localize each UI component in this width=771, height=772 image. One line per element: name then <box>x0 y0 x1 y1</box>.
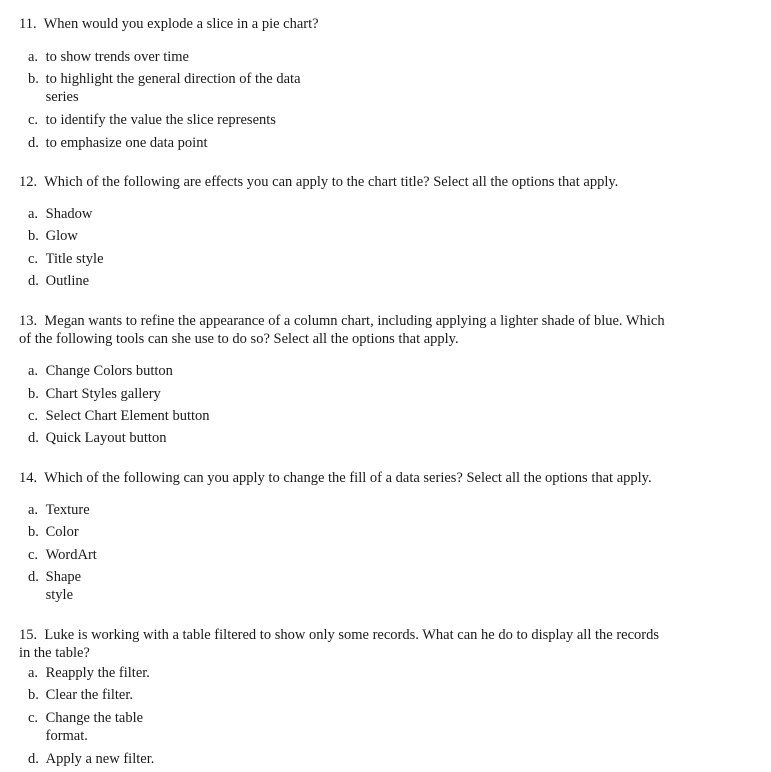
option-text <box>46 709 143 745</box>
option-text: Title style <box>45 251 104 267</box>
option-12d[interactable] <box>28 272 89 290</box>
option-letter: a. <box>28 206 39 222</box>
question-prompt: When would you explode a slice in a pie chart? <box>43 16 319 32</box>
option-11c[interactable] <box>28 111 276 129</box>
option-letter: c. <box>28 408 39 424</box>
option-14c[interactable] <box>28 546 97 564</box>
option-15b[interactable] <box>28 686 133 704</box>
option-text-line: style <box>45 587 74 603</box>
option-text: Select Chart Element button <box>45 408 210 424</box>
option-text-line: Shape <box>45 569 82 585</box>
question-14 <box>19 469 741 487</box>
question-number: 13. <box>19 313 38 329</box>
question-prompt-line: Megan wants to refine the appearance of a column chart, including applying a lighter shade of blue. Which <box>44 313 665 329</box>
option-text-line: series <box>45 89 79 105</box>
question-prompt-line: Luke is working with a table filtered to show only some records. What can he do to display all the records <box>44 627 659 643</box>
option-11b[interactable] <box>28 70 301 106</box>
option-text: Outline <box>45 273 90 289</box>
option-13b[interactable] <box>28 385 161 403</box>
option-text: Apply a new filter. <box>45 751 155 767</box>
option-text: to show trends over time <box>45 49 189 65</box>
option-13a[interactable] <box>28 362 173 380</box>
option-14b[interactable] <box>28 523 79 541</box>
option-text-line: format. <box>45 728 88 744</box>
option-text: Color <box>45 524 79 540</box>
option-text: Chart Styles gallery <box>45 386 161 402</box>
question-number: 12. <box>19 174 38 190</box>
option-14a[interactable] <box>28 501 90 519</box>
option-text: WordArt <box>45 547 97 563</box>
question-text <box>19 15 741 33</box>
option-letter: b. <box>28 687 39 703</box>
option-15a[interactable] <box>28 664 150 682</box>
option-letter: b. <box>28 386 39 402</box>
option-letter: b. <box>28 71 39 87</box>
option-letter: c. <box>28 547 39 563</box>
option-letter: a. <box>28 502 39 518</box>
option-text-line: to highlight the general direction of the data <box>45 71 301 87</box>
option-11d[interactable] <box>28 134 208 152</box>
option-13c[interactable] <box>28 407 210 425</box>
question-13 <box>19 312 741 348</box>
option-letter: d. <box>28 430 39 446</box>
option-text: Shadow <box>45 206 93 222</box>
option-letter: a. <box>28 363 39 379</box>
option-12c[interactable] <box>28 250 104 268</box>
option-text: Texture <box>45 502 90 518</box>
question-prompt: Which of the following can you apply to change the fill of a data series? Select all the options that apply. <box>44 470 652 486</box>
option-letter: d. <box>28 273 39 289</box>
option-text <box>46 70 301 106</box>
question-number: 11. <box>19 16 37 32</box>
option-15d[interactable] <box>28 750 154 768</box>
option-letter: c. <box>28 710 39 726</box>
option-text-line: Change the table <box>45 710 144 726</box>
option-letter: b. <box>28 228 39 244</box>
option-letter: a. <box>28 49 39 65</box>
question-11 <box>19 15 741 33</box>
option-text: Change Colors button <box>45 363 173 379</box>
option-text: Glow <box>45 228 78 244</box>
option-15c[interactable] <box>28 709 143 745</box>
option-11a[interactable] <box>28 48 189 66</box>
question-number: 14. <box>19 470 38 486</box>
option-letter: a. <box>28 665 39 681</box>
question-number: 15. <box>19 627 38 643</box>
question-15 <box>19 626 741 662</box>
option-12a[interactable] <box>28 205 92 223</box>
option-text: to emphasize one data point <box>45 135 208 151</box>
question-text <box>19 469 741 487</box>
option-text: Reapply the filter. <box>45 665 150 681</box>
question-prompt: Which of the following are effects you can apply to the chart title? Select all the options that apply. <box>44 174 619 190</box>
option-text: to identify the value the slice represents <box>45 112 276 128</box>
question-prompt-line: in the table? <box>19 645 90 661</box>
option-letter: d. <box>28 569 39 585</box>
option-letter: c. <box>28 251 39 267</box>
option-text: Clear the filter. <box>45 687 133 703</box>
option-13d[interactable] <box>28 429 166 447</box>
option-text <box>46 568 81 604</box>
question-text <box>19 173 741 191</box>
option-letter: d. <box>28 751 39 767</box>
option-letter: c. <box>28 112 39 128</box>
question-text <box>19 626 741 662</box>
option-letter: d. <box>28 135 39 151</box>
option-letter: b. <box>28 524 39 540</box>
question-text <box>19 312 741 348</box>
option-text: Quick Layout button <box>45 430 167 446</box>
question-prompt-line: of the following tools can she use to do so? Select all the options that apply. <box>19 331 459 347</box>
option-14d[interactable] <box>28 568 81 604</box>
question-12 <box>19 173 741 191</box>
option-12b[interactable] <box>28 227 78 245</box>
